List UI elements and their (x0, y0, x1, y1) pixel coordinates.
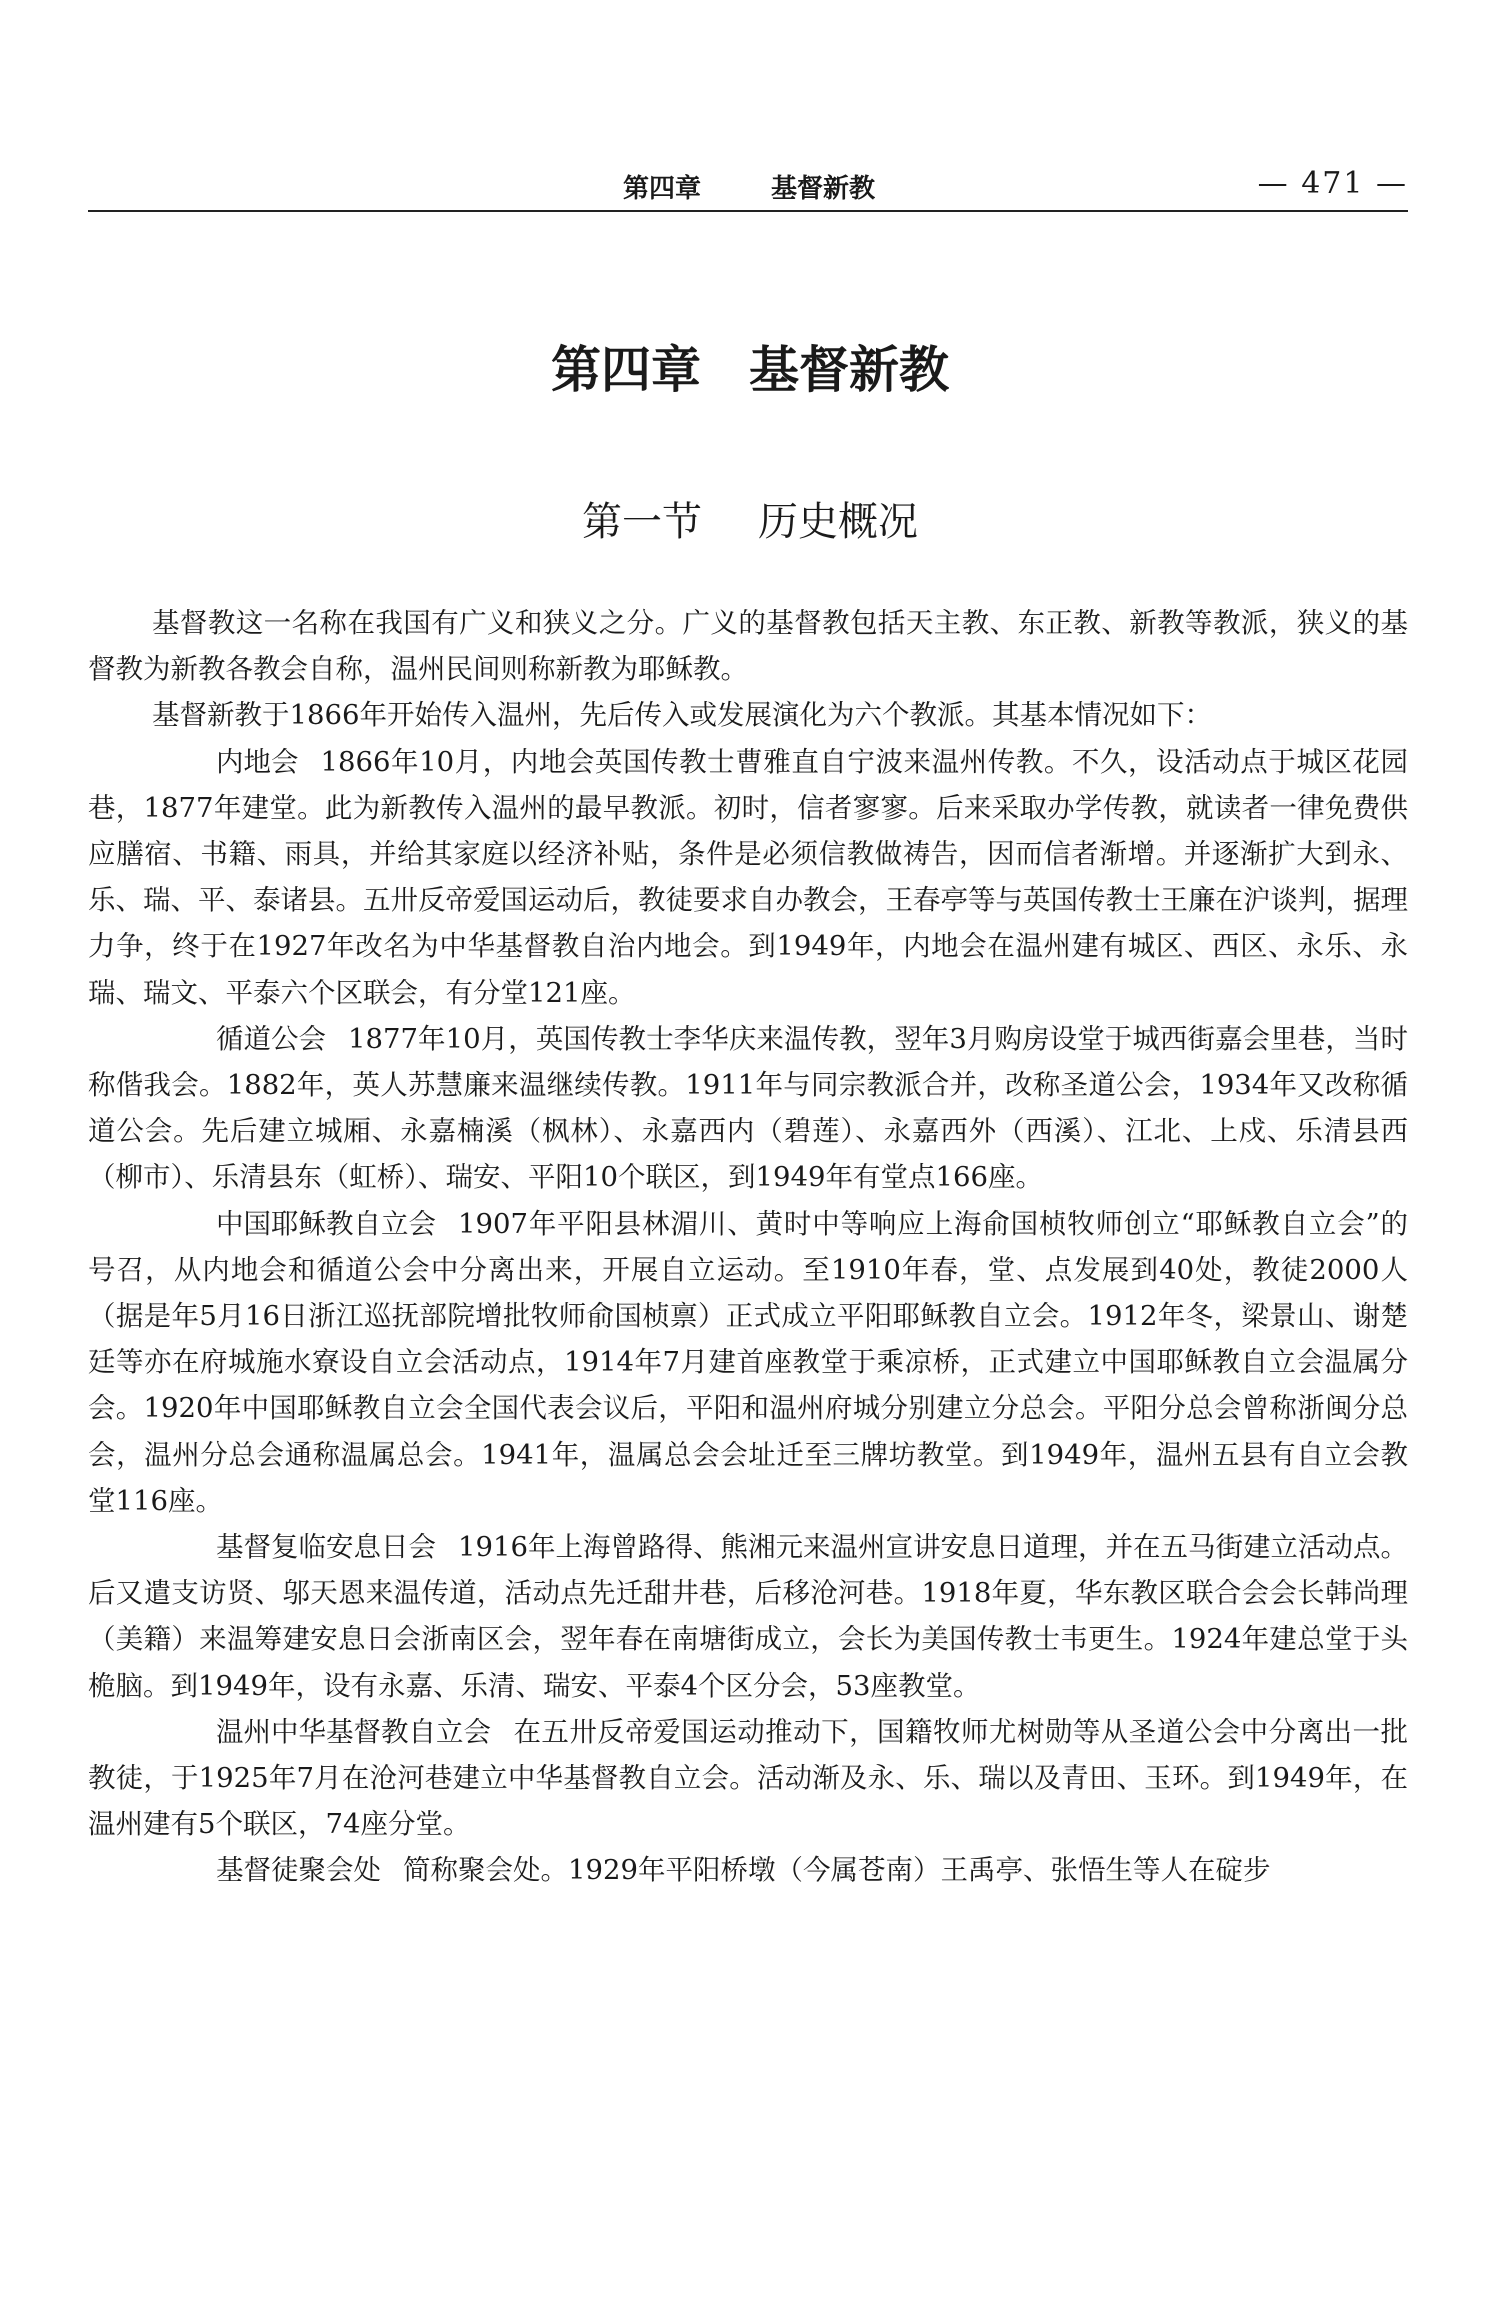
lead-term: 基督复临安息日会 (216, 1531, 436, 1564)
section-number: 第一节 (582, 499, 702, 545)
paragraph-text: 在五卅反帝爱国运动推动下，国籍牧师尤树勋等从圣道公会中分离出一批教徒，于1925年7月在沧河巷建立中华基督教自立会。活动渐及永、乐、瑞以及青田、玉环。到1949年，在温州建有5个联区，74座分堂。 (88, 1715, 1408, 1841)
paragraph-lead (152, 739, 299, 785)
paragraph-lead (152, 1016, 326, 1062)
lead-term: 温州中华基督教自立会 (216, 1715, 491, 1748)
section-heading (0, 490, 1500, 547)
paragraph-text: 1916年上海曾路得、熊湘元来温州宣讲安息日道理，并在五马街建立活动点。后又遣支访贤、邬天恩来温传道，活动点先迁甜井巷，后移沧河巷。1918年夏，华东教区联合会会长韩尚理（美籍）来温筹建安息日会浙南区会，翌年春在南塘街成立，会长为美国传教士韦更生。1924年建总堂于头桅脑。到1949年，设有永嘉、乐清、瑞安、平泰4个区分会，53座教堂。 (88, 1531, 1408, 1702)
paragraph (88, 739, 1408, 1016)
header-chapter: 第四章 (623, 174, 702, 204)
paragraph-lead (152, 1201, 436, 1247)
paragraph-text: 基督教这一名称在我国有广义和狭义之分。广义的基督教包括天主教、东正教、新教等教派，狭义的基督教为新教各教会自称，温州民间则称新教为耶稣教。 (88, 607, 1408, 686)
paragraph-text: 1907年平阳县林湄川、黄时中等响应上海俞国桢牧师创立“耶稣教自立会”的号召，从内地会和循道公会中分离出来，开展自立运动。至1910年春，堂、点发展到40处，教徒2000人（据是年5月16日浙江巡抚部院增批牧师俞国桢禀）正式成立平阳耶稣教自立会。1912年冬，梁景山、谢楚廷等亦在府城施水寮设自立会活动点，1914年7月建首座教堂于乘凉桥，正式建立中国耶稣教自立会温属分会。1920年中国耶稣教自立会全国代表会议后，平阳和温州府城分别建立分总会。平阳分总会曾称浙闽分总会，温州分总会通称温属总会。1941年，温属总会会址迁至三牌坊教堂。到1949年，温州五县有自立会教堂116座。 (88, 1207, 1408, 1517)
section-title: 历史概况 (758, 499, 918, 545)
paragraph (88, 600, 1408, 692)
lead-term: 中国耶稣教自立会 (216, 1207, 436, 1240)
lead-term: 内地会 (216, 745, 299, 778)
chapter-title: 基督新教 (749, 341, 949, 399)
paragraph-lead (152, 1524, 436, 1570)
paragraph (88, 692, 1408, 738)
paragraph (88, 1201, 1408, 1524)
header-rule (88, 210, 1408, 212)
paragraph (88, 1847, 1408, 1893)
paragraph-text: 基督新教于1866年开始传入温州，先后传入或发展演化为六个教派。其基本情况如下： (152, 699, 1212, 732)
chapter-heading (0, 330, 1500, 402)
page-number: — 471 — (1257, 166, 1408, 201)
paragraph (88, 1524, 1408, 1709)
header-title: 基督新教 (771, 174, 876, 204)
paragraph-text: 1866年10月，内地会英国传教士曹雅直自宁波来温州传教。不久，设活动点于城区花园巷，1877年建堂。此为新教传入温州的最早教派。初时，信者寥寥。后来采取办学传教，就读者一律免费供应膳宿、书籍、雨具，并给其家庭以经济补贴，条件是必须信教做祷告，因而信者渐增。并逐渐扩大到永、乐、瑞、平、泰诸县。五卅反帝爱国运动后，教徒要求自办教会，王春亭等与英国传教士王廉在沪谈判，据理力争，终于在1927年改名为中华基督教自治内地会。到1949年，内地会在温州建有城区、西区、永乐、永瑞、瑞文、平泰六个区联会，有分堂121座。 (88, 745, 1408, 1009)
body-text (88, 600, 1408, 1894)
lead-term: 基督徒聚会处 (216, 1854, 381, 1887)
paragraph-text: 1877年10月，英国传教士李华庆来温传教，翌年3月购房设堂于城西街嘉会里巷，当时称偕我会。1882年，英人苏慧廉来温继续传教。1911年与同宗教派合并，改称圣道公会，1934年又改称循道公会。先后建立城厢、永嘉楠溪（枫林）、永嘉西内（碧莲）、永嘉西外（西溪）、江北、上戍、乐清县西（柳市）、乐清县东（虹桥）、瑞安、平阳10个联区，到1949年有堂点166座。 (88, 1022, 1408, 1194)
paragraph (88, 1016, 1408, 1201)
paragraph-text: 简称聚会处。1929年平阳桥墩（今属苍南）王禹亭、张悟生等人在碇步 (403, 1854, 1271, 1887)
running-header (88, 160, 1408, 210)
chapter-number: 第四章 (551, 341, 701, 399)
paragraph-lead (152, 1709, 491, 1755)
lead-term: 循道公会 (216, 1022, 326, 1055)
paragraph (88, 1709, 1408, 1848)
paragraph-lead (152, 1847, 381, 1893)
